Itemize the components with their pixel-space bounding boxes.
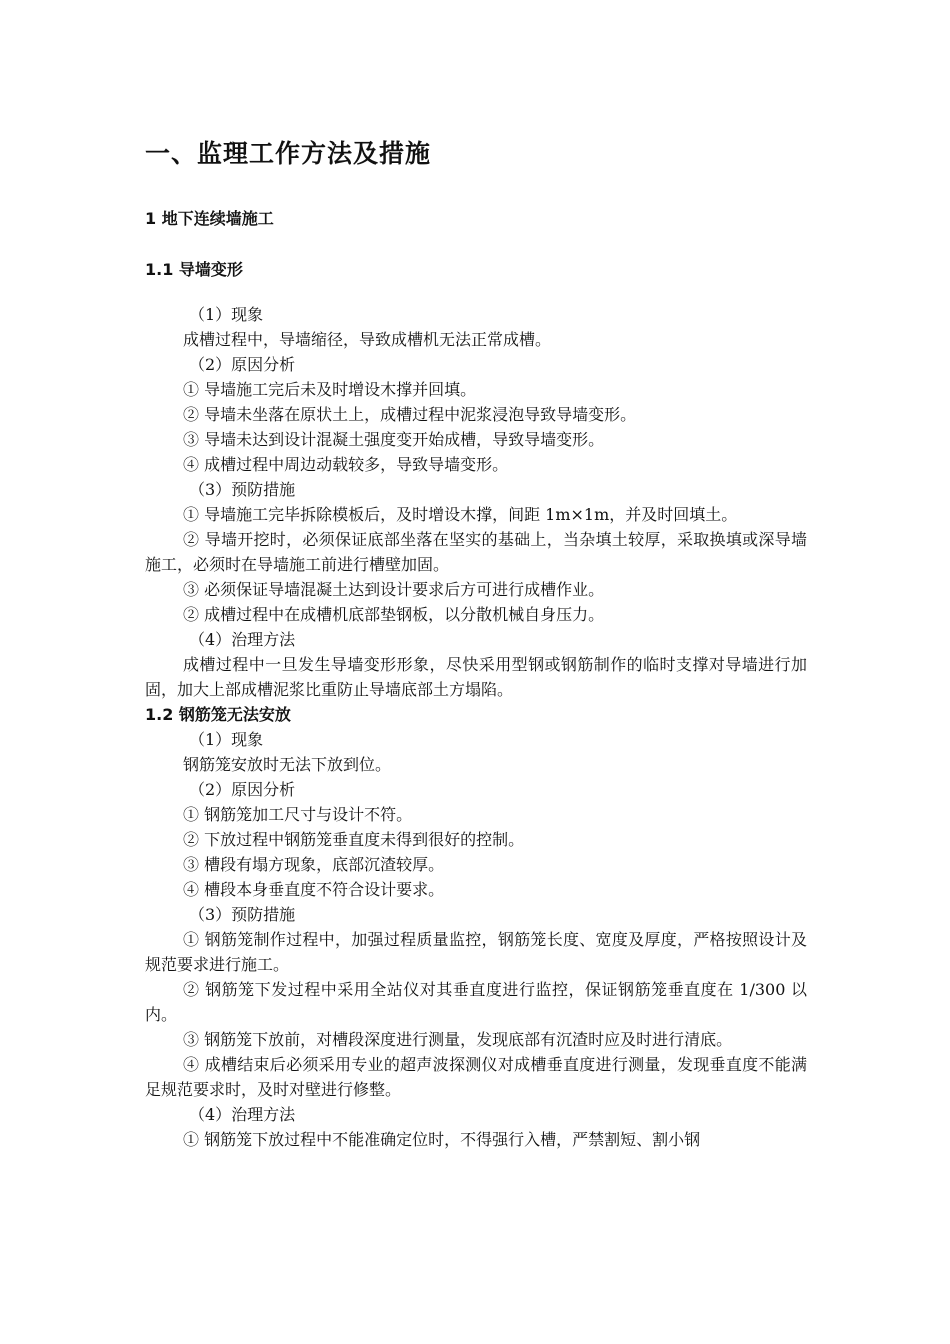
paragraph: ② 下放过程中钢筋笼垂直度未得到很好的控制。: [183, 830, 525, 849]
paragraph: ③ 槽段有塌方现象，底部沉渣较厚。: [183, 855, 445, 874]
paragraph: 成槽过程中一旦发生导墙变形形象，尽快采用型钢或钢筋制作的临时支撑对导墙进行加固，加大上部成槽泥浆比重防止导墙底部土方塌陷。: [145, 655, 807, 699]
paragraph: ② 成槽过程中在成槽机底部垫钢板，以分散机械自身压力。: [183, 605, 605, 624]
paragraph: ① 钢筋笼加工尺寸与设计不符。: [183, 805, 413, 824]
section-1-1-body: [145, 302, 807, 1152]
paragraph: 成槽过程中，导墙缩径，导致成槽机无法正常成槽。: [183, 330, 552, 349]
paragraph: ④ 成槽结束后必须采用专业的超声波探测仪对成槽垂直度进行测量，发现垂直度不能满足规范要求时，及时对壁进行修整。: [145, 1055, 807, 1099]
paragraph: ③ 钢筋笼下放前，对槽段深度进行测量，发现底部有沉渣时应及时进行清底。: [183, 1030, 733, 1049]
paragraph: ① 导墙施工完毕拆除模板后，及时增设木撑，间距 1m×1m，并及时回填土。: [183, 505, 738, 524]
paragraph: （3）预防措施: [189, 480, 296, 499]
paragraph: ① 钢筋笼下放过程中不能准确定位时，不得强行入槽，严禁割短、割小钢: [183, 1130, 701, 1149]
paragraph: ④ 槽段本身垂直度不符合设计要求。: [183, 880, 445, 899]
section-heading-1-1: 1.1 导墙变形: [145, 260, 243, 279]
paragraph: ④ 成槽过程中周边动载较多，导致导墙变形。: [183, 455, 509, 474]
paragraph: ③ 导墙未达到设计混凝土强度变开始成槽，导致导墙变形。: [183, 430, 605, 449]
paragraph: （1）现象: [189, 730, 264, 749]
paragraph: ② 钢筋笼下发过程中采用全站仪对其垂直度进行监控，保证钢筋笼垂直度在 1/300 以内。: [145, 980, 807, 1024]
paragraph: （1）现象: [189, 305, 264, 324]
paragraph: ② 导墙开挖时，必须保证底部坐落在坚实的基础上，当杂填土较厚，采取换填或深导墙施工，必须时在导墙施工前进行槽壁加固。: [145, 530, 807, 574]
paragraph: 钢筋笼安放时无法下放到位。: [183, 755, 392, 774]
paragraph: （2）原因分析: [189, 780, 296, 799]
paragraph: ① 钢筋笼制作过程中，加强过程质量监控，钢筋笼长度、宽度及厚度，严格按照设计及规范要求进行施工。: [145, 930, 807, 974]
page-title: 一、监理工作方法及措施: [145, 139, 432, 168]
paragraph: ① 导墙施工完后未及时增设木撑并回填。: [183, 380, 477, 399]
paragraph: ③ 必须保证导墙混凝土达到设计要求后方可进行成槽作业。: [183, 580, 605, 599]
paragraph: ② 导墙未坐落在原状土上，成槽过程中泥浆浸泡导致导墙变形。: [183, 405, 637, 424]
paragraph: （4）治理方法: [189, 630, 296, 649]
paragraph: （3）预防措施: [189, 905, 296, 924]
section-heading-1: 1 地下连续墙施工: [145, 209, 274, 228]
paragraph: （4）治理方法: [189, 1105, 296, 1124]
paragraph: （2）原因分析: [189, 355, 296, 374]
section-heading-1-2: 1.2 钢筋笼无法安放: [145, 705, 291, 724]
